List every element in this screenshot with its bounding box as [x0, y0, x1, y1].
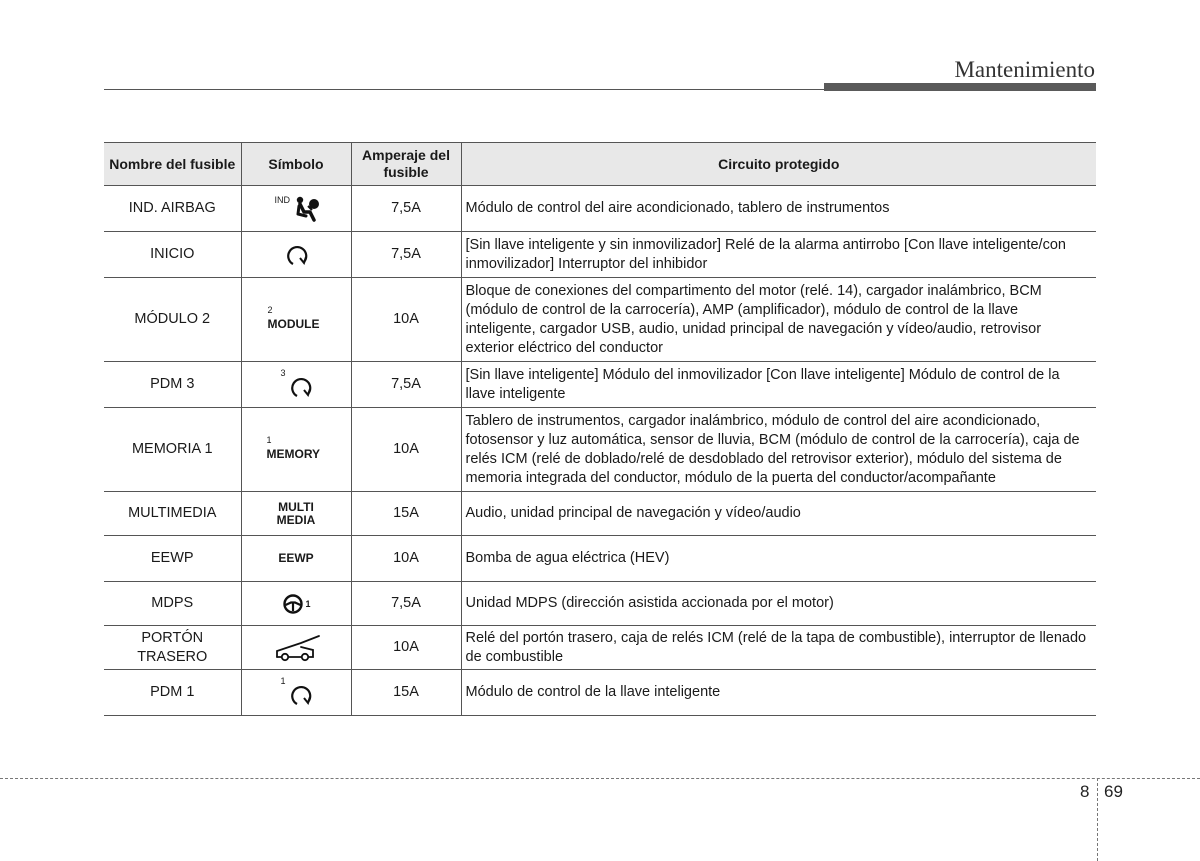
fuse-symbol [241, 492, 351, 536]
fuse-name: PDM 3 [104, 362, 241, 408]
pdm-circular-arrow-icon [288, 374, 314, 400]
fuse-amperage: 10A [351, 626, 461, 670]
table-row [104, 362, 1096, 408]
fuse-name: MÓDULO 2 [104, 278, 241, 362]
fuse-circuit: Bomba de agua eléctrica (HEV) [461, 536, 1096, 582]
symbol-number: 1 [280, 675, 286, 686]
table-row [104, 626, 1096, 670]
table-row [104, 186, 1096, 232]
table-row [104, 278, 1096, 362]
fuse-circuit: Bloque de conexiones del compartimento del motor (relé. 14), cargador inalámbrico, BCM (módulo de control de la carrocería), AMP (amplificador), módulo de control de la llave inteligente, cargador USB, audio, unidad principal de navegación y vídeo/audio, retrovisor exterior eléctrico del conductor [461, 278, 1096, 362]
header-symbol: Símbolo [241, 143, 351, 186]
fuse-circuit: Relé del portón trasero, caja de relés ICM (relé de la tapa de combustible), interruptor de llenado de combustible [461, 626, 1096, 670]
fuse-symbol [241, 670, 351, 716]
fuse-name: MEMORIA 1 [104, 408, 241, 492]
symbol-number: 3 [280, 367, 286, 378]
fuse-amperage: 10A [351, 408, 461, 492]
table-row [104, 582, 1096, 626]
section-title: Mantenimiento [954, 57, 1095, 82]
symbol-label: IND [274, 194, 290, 205]
fuse-amperage: 15A [351, 670, 461, 716]
airbag-indicator-icon [290, 194, 330, 224]
footer-dashed-rule [0, 778, 1200, 779]
header-rule-thin [104, 89, 824, 90]
symbol-label: MEMORY [266, 446, 321, 461]
steering-wheel-icon [282, 593, 304, 615]
header-fuse-name: Nombre del fusible [104, 143, 241, 186]
fuse-name: EEWP [104, 536, 241, 582]
chapter-number: 8 [1080, 782, 1090, 801]
symbol-label: EEWP [278, 551, 314, 565]
fuse-symbol [241, 232, 351, 278]
header-circuit: Circuito protegido [461, 143, 1096, 186]
symbol-label-line-2: MEDIA [276, 512, 316, 527]
fuse-name: MULTIMEDIA [104, 492, 241, 536]
header-amperage: Amperaje del fusible [351, 143, 461, 186]
fuse-amperage: 10A [351, 536, 461, 582]
fuse-amperage: 7,5A [351, 362, 461, 408]
fuse-symbol [241, 408, 351, 492]
fuse-name: INICIO [104, 232, 241, 278]
fuse-amperage: 7,5A [351, 232, 461, 278]
fuse-name: MDPS [104, 582, 241, 626]
table-row [104, 670, 1096, 716]
fuse-circuit: Audio, unidad principal de navegación y vídeo/audio [461, 492, 1096, 536]
fuse-circuit: [Sin llave inteligente y sin inmovilizador] Relé de la alarma antirrobo [Con llave inteligente/con inmovilizador] Interruptor del inhibidor [461, 232, 1096, 278]
start-circular-arrow-icon [284, 242, 310, 268]
symbol-label: MODULE [267, 316, 320, 331]
fuse-name: PDM 1 [104, 670, 241, 716]
fuse-table [104, 142, 1096, 716]
fuse-symbol [241, 582, 351, 626]
fuse-name-line-1: PORTÓN [141, 629, 204, 646]
symbol-number: 1 [266, 434, 272, 445]
fuse-circuit: Unidad MDPS (dirección asistida accionada por el motor) [461, 582, 1096, 626]
fuse-symbol [241, 186, 351, 232]
tailgate-car-icon [273, 633, 323, 663]
fuse-circuit: Tablero de instrumentos, cargador inalámbrico, módulo de control del aire acondicionado, fotosensor y luz automática, sensor de lluvia, BCM (módulo de control de la carrocería), caja de relés ICM (relé de doblado/relé de desdoblado del retrovisor exterior), módulo del sistema de memoria integrada del conductor, módulo de la puerta del conductor/acompañante [461, 408, 1096, 492]
symbol-number: 2 [267, 304, 273, 315]
fuse-amperage: 7,5A [351, 582, 461, 626]
page-number: 69 [1104, 782, 1123, 801]
fuse-circuit: Módulo de control del aire acondicionado, tablero de instrumentos [461, 186, 1096, 232]
fuse-name-line-2: TRASERO [137, 648, 208, 665]
symbol-number: 1 [305, 598, 311, 609]
fuse-amperage: 15A [351, 492, 461, 536]
footer-dashed-divider [1097, 778, 1098, 861]
fuse-symbol [241, 536, 351, 582]
fuse-circuit: [Sin llave inteligente] Módulo del inmovilizador [Con llave inteligente] Módulo de control de la llave inteligente [461, 362, 1096, 408]
fuse-amperage: 7,5A [351, 186, 461, 232]
fuse-amperage: 10A [351, 278, 461, 362]
fuse-name: IND. AIRBAG [104, 186, 241, 232]
fuse-symbol [241, 626, 351, 670]
symbol-label-line-1: MULTI [278, 499, 314, 514]
fuse-symbol [241, 278, 351, 362]
pdm-circular-arrow-icon [288, 682, 314, 708]
table-row [104, 536, 1096, 582]
table-row [104, 232, 1096, 278]
table-row [104, 408, 1096, 492]
fuse-circuit: Módulo de control de la llave inteligente [461, 670, 1096, 716]
table-row [104, 492, 1096, 536]
fuse-name [104, 626, 241, 670]
table-header-row [104, 143, 1096, 186]
fuse-symbol [241, 362, 351, 408]
header-rule-thick [824, 83, 1096, 91]
